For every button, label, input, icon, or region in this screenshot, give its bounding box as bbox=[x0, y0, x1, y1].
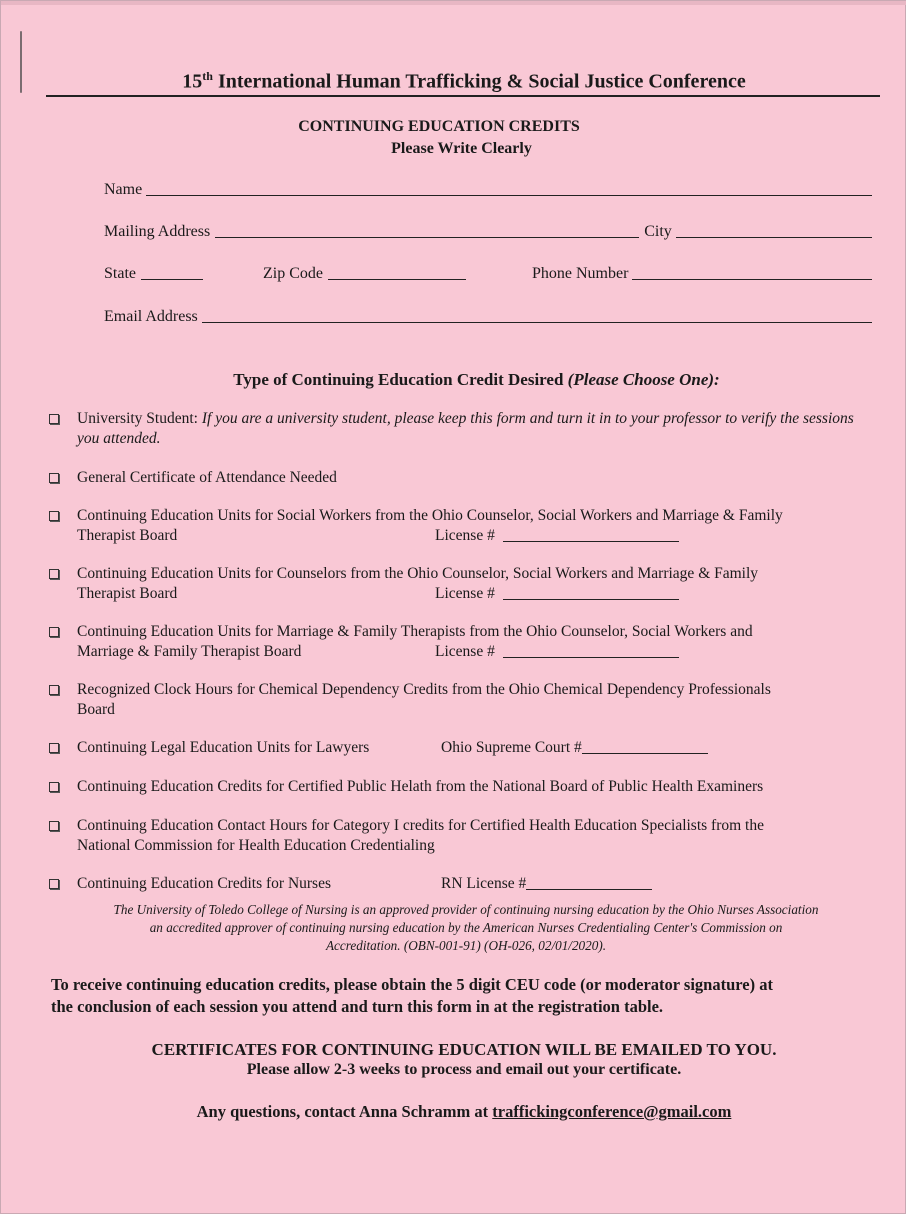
rn-license-field[interactable] bbox=[526, 888, 652, 890]
city-field[interactable] bbox=[676, 236, 872, 238]
checkbox-icon[interactable] bbox=[49, 414, 59, 424]
rn-license-label: RN License # bbox=[441, 875, 527, 892]
email-address-field[interactable] bbox=[202, 321, 872, 323]
conference-title: 15th International Human Trafficking & Social Justice Conference bbox=[182, 69, 746, 93]
option-label: Continuing Legal Education Units for Lawyers bbox=[77, 739, 370, 756]
checkbox-icon[interactable] bbox=[49, 743, 59, 753]
certificates-timing: Please allow 2-3 weeks to process and email out your certificate. bbox=[246, 1061, 682, 1078]
option-line-2: Board bbox=[77, 701, 115, 718]
email-address-label: Email Address bbox=[104, 308, 198, 325]
checkbox-icon[interactable] bbox=[49, 511, 59, 521]
form-subheading: Please Write Clearly bbox=[391, 140, 532, 157]
option-chemical-dependency[interactable] bbox=[49, 680, 869, 720]
contact-email-link[interactable]: traffickingconference@gmail.com bbox=[492, 1102, 732, 1121]
mailing-address-label: Mailing Address bbox=[104, 223, 211, 240]
option-label: Continuing Education Credits for Nurses bbox=[77, 875, 331, 892]
checkbox-icon[interactable] bbox=[49, 782, 59, 792]
rn-license-field-group bbox=[441, 874, 652, 894]
name-row bbox=[104, 181, 872, 199]
zip-code-label: Zip Code bbox=[263, 265, 323, 282]
email-row bbox=[104, 308, 872, 326]
option-marriage-family-therapists[interactable] bbox=[49, 622, 869, 662]
title-rule bbox=[46, 95, 880, 97]
state-label: State bbox=[104, 265, 136, 282]
checkbox-icon[interactable] bbox=[49, 569, 59, 579]
nursing-accreditation-note: The University of Toledo College of Nursing is an approved provider of continuing nursing education by the Ohio Nurses Association an accredited approver of continuing nursing education by the American Nurses Credentialing Center's Commission on Accreditation. (OBN-001-91) (OH-026, 02/01/2020). bbox=[113, 902, 819, 953]
option-line-2: Marriage & Family Therapist Board bbox=[77, 643, 302, 660]
contact-text: Any questions, contact Anna Schramm at bbox=[196, 1102, 489, 1121]
name-field[interactable] bbox=[146, 194, 872, 196]
address-row bbox=[104, 223, 872, 241]
supreme-court-label: Ohio Supreme Court # bbox=[441, 739, 582, 756]
option-health-education-specialists[interactable] bbox=[49, 816, 869, 856]
page-top-edge bbox=[1, 1, 906, 5]
option-public-health[interactable] bbox=[49, 777, 869, 797]
option-line-2: Therapist Board bbox=[77, 527, 178, 544]
option-nurses[interactable] bbox=[49, 874, 869, 894]
zip-code-field[interactable] bbox=[328, 278, 466, 280]
supreme-court-field-group bbox=[441, 738, 708, 758]
option-counselors[interactable] bbox=[49, 564, 869, 604]
option-line-2: Therapist Board bbox=[77, 585, 178, 602]
license-field-group bbox=[435, 526, 679, 546]
license-field[interactable] bbox=[503, 540, 679, 542]
option-label: University Student: bbox=[77, 410, 198, 427]
option-line-1: Continuing Education Units for Marriage & Family Therapists from the Ohio Counselor, Social Workers and bbox=[77, 623, 753, 640]
option-lawyers[interactable] bbox=[49, 738, 869, 758]
checkbox-icon[interactable] bbox=[49, 821, 59, 831]
checkbox-icon[interactable] bbox=[49, 685, 59, 695]
credit-type-heading: Type of Continuing Education Credit Desired (Please Choose One): bbox=[233, 370, 720, 389]
ceu-instructions: To receive continuing education credits, please obtain the 5 digit CEU code (or moderator signature) at the conclusion of each session you attend and turn this form in at the registration table. bbox=[51, 975, 773, 1016]
certificates-notice: CERTIFICATES FOR CONTINUING EDUCATION WILL BE EMAILED TO YOU. bbox=[151, 1040, 777, 1059]
option-line-1: Recognized Clock Hours for Chemical Dependency Credits from the Ohio Chemical Dependency Professionals bbox=[77, 681, 771, 698]
option-line-1: Continuing Education Contact Hours for Category I credits for Certified Health Education Specialists from the bbox=[77, 817, 764, 834]
license-label: License # bbox=[435, 585, 495, 602]
phone-number-field[interactable] bbox=[632, 278, 872, 280]
state-zip-phone-row bbox=[104, 265, 872, 283]
option-note: If you are a university student, please keep this form and turn it in to your professor to verify the sessions you attended. bbox=[77, 410, 854, 447]
license-label: License # bbox=[435, 643, 495, 660]
checkbox-icon[interactable] bbox=[49, 879, 59, 889]
contact-line bbox=[1, 1102, 906, 1122]
option-university-student[interactable] bbox=[49, 409, 869, 449]
form-heading: CONTINUING EDUCATION CREDITS bbox=[298, 118, 580, 135]
option-line-2: National Commission for Health Education Credentialing bbox=[77, 837, 435, 854]
phone-number-label: Phone Number bbox=[532, 265, 629, 282]
checkbox-icon[interactable] bbox=[49, 473, 59, 483]
license-label: License # bbox=[435, 527, 495, 544]
name-label: Name bbox=[104, 181, 143, 198]
state-field[interactable] bbox=[141, 278, 203, 280]
mailing-address-field[interactable] bbox=[215, 236, 639, 238]
option-general-certificate[interactable] bbox=[49, 468, 869, 488]
license-field-group bbox=[435, 642, 679, 662]
license-field[interactable] bbox=[503, 656, 679, 658]
license-field[interactable] bbox=[503, 598, 679, 600]
license-field-group bbox=[435, 584, 679, 604]
checkbox-icon[interactable] bbox=[49, 627, 59, 637]
option-label: Continuing Education Credits for Certified Public Helath from the National Board of Public Health Examiners bbox=[77, 778, 764, 795]
option-line-1: Continuing Education Units for Social Workers from the Ohio Counselor, Social Workers and Marriage & Family bbox=[77, 507, 783, 524]
option-label: General Certificate of Attendance Needed bbox=[77, 469, 337, 486]
supreme-court-number-field[interactable] bbox=[582, 752, 708, 754]
option-social-workers[interactable] bbox=[49, 506, 869, 546]
city-label: City bbox=[644, 223, 672, 240]
option-line-1: Continuing Education Units for Counselors from the Ohio Counselor, Social Workers and Marriage & Family bbox=[77, 565, 759, 582]
